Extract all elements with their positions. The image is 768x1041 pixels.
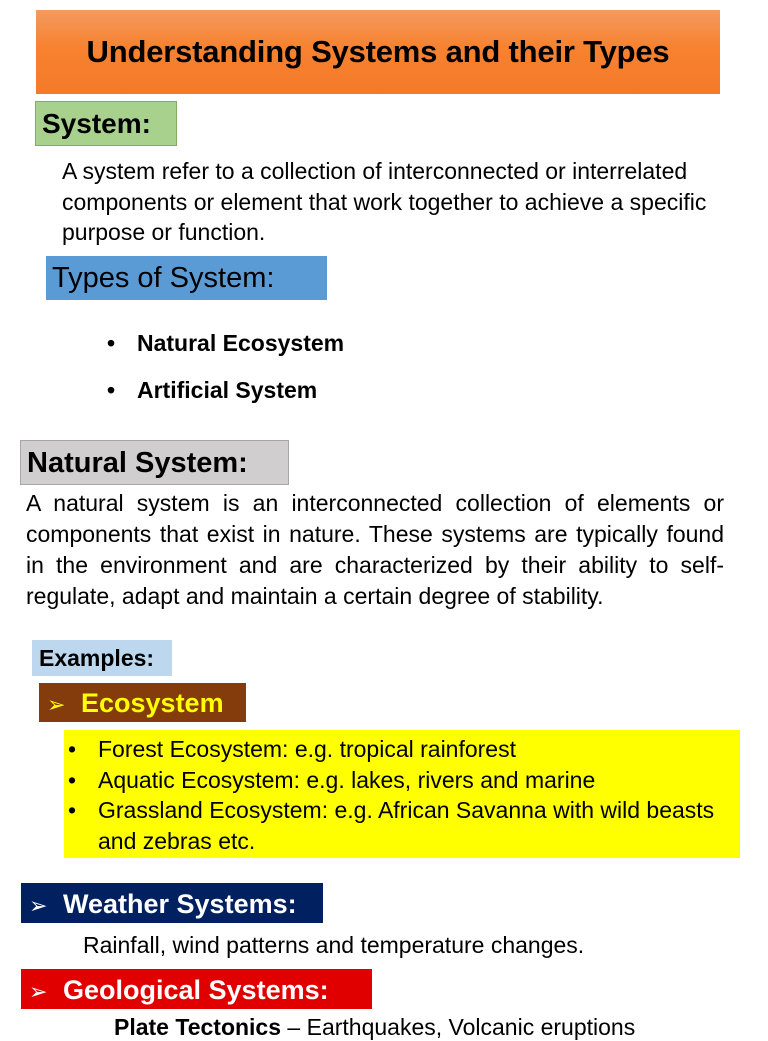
geological-example-term: Plate Tectonics — [114, 1014, 282, 1040]
ecosystem-heading — [39, 683, 246, 722]
page-title: Understanding Systems and their Types — [86, 34, 670, 69]
type-label: Natural Ecosystem — [137, 330, 345, 356]
type-label: Artificial System — [137, 377, 318, 403]
geological-example-text: – Earthquakes, Volcanic eruptions — [281, 1014, 636, 1040]
list-item — [68, 765, 738, 796]
bullet-icon: • — [107, 330, 116, 356]
types-heading: Types of System: — [46, 256, 327, 300]
system-definition: A system refer to a collection of interconnected or interrelated components or element that work together to achieve a specific purpose or function. — [62, 158, 707, 245]
bullet-icon: • — [68, 797, 77, 823]
ecosystem-label: Ecosystem — [81, 688, 224, 718]
geological-example-partial — [114, 1014, 635, 1041]
ecosystem-example: Aquatic Ecosystem: e.g. lakes, rivers and marine — [98, 766, 596, 793]
weather-label: Weather Systems: — [63, 889, 297, 919]
system-heading: System: — [35, 101, 177, 146]
ecosystem-examples-box — [64, 730, 740, 858]
ecosystem-example: Forest Ecosystem: e.g. tropical rainforest — [98, 736, 516, 762]
list-item — [68, 734, 738, 765]
geological-systems-heading — [21, 969, 372, 1009]
type-list-item — [107, 377, 318, 404]
geological-label: Geological Systems: — [63, 975, 329, 1005]
arrow-bullet-icon: ➢ — [47, 692, 66, 717]
list-item — [68, 795, 738, 856]
weather-systems-heading — [21, 883, 323, 923]
bullet-icon: • — [68, 736, 77, 762]
arrow-bullet-icon: ➢ — [29, 979, 48, 1004]
weather-systems-description: Rainfall, wind patterns and temperature changes. — [83, 932, 585, 958]
examples-heading: Examples: — [32, 640, 172, 676]
page-title-banner — [36, 10, 720, 94]
bullet-icon: • — [107, 377, 116, 403]
bullet-icon: • — [68, 766, 77, 793]
natural-system-heading: Natural System: — [20, 440, 289, 485]
natural-system-definition: A natural system is an interconnected collection of elements or components that exist in nature. These systems are typically found in the environment and are characterized by their ability to self-regulate, adapt and maintain a certain degree of stability. — [26, 490, 724, 609]
ecosystem-example: Grassland Ecosystem: e.g. African Savanna with wild beasts and zebras etc. — [98, 797, 715, 854]
type-list-item — [107, 330, 345, 357]
arrow-bullet-icon: ➢ — [29, 893, 48, 918]
